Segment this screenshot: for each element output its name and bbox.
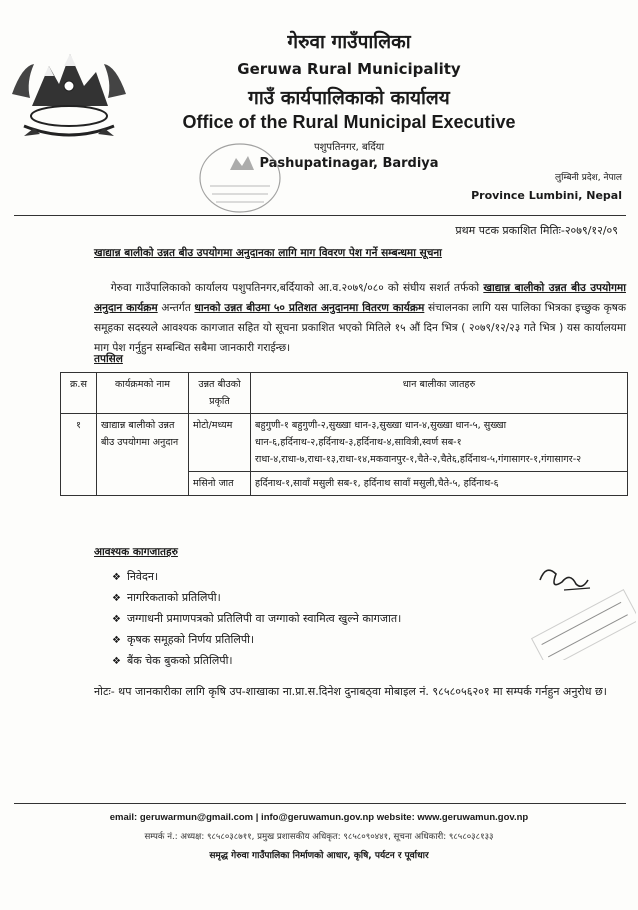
footer-contact: email: geruwarmun@gmail.com | info@geruwamun.gov.np website: www.geruwamun.gov.np: [109, 812, 529, 823]
office-name-en: Office of the Rural Municipal Executive: [182, 112, 516, 132]
footer-phones: सम्पर्क नं.: अध्यक्ष: ९८५८०३८७११, प्रमुख प्रशासकीय अधिकृत: ९८५८०९०४४१, सूचना अधिकारी: ९८५८०३८१३३: [144, 832, 494, 842]
body-distribution-program: धानको उन्नत बीउमा ५० प्रतिशत अनुदानमा वितरण कार्यक्रम: [194, 302, 425, 314]
address-np: पशुपतिनगर, बर्दिया: [313, 142, 385, 153]
list-item: ❖ कृषक समूहको निर्णय प्रतिलिपी।: [112, 630, 401, 651]
office-stamp: [196, 140, 284, 218]
required-documents-list: [112, 567, 401, 672]
header-varieties: धान बालीका जातहरु: [251, 373, 628, 414]
address-en: Pashupatinagar, Bardiya: [259, 156, 439, 171]
cell-program: खाद्यान्न बालीको उन्नत बीउ उपयोगमा अनुदान: [97, 414, 189, 496]
header-divider: [14, 215, 626, 216]
required-documents-title: आवश्यक कागजातहरु: [94, 546, 178, 558]
province-np: लुम्बिनी प्रदेश, नेपाल: [555, 173, 622, 183]
cell-seed-type: मसिनो जात: [189, 472, 251, 496]
cell-sn: १: [61, 414, 97, 496]
list-item: ❖ बैंक चेक बुकको प्रतिलिपी।: [112, 651, 401, 672]
seed-varieties-table: [60, 372, 628, 496]
province-en: Province Lumbini, Nepal: [471, 189, 622, 202]
list-item: ❖ नागरिकताको प्रतिलिपी।: [112, 588, 401, 609]
officer-signature: [526, 560, 636, 660]
cell-varieties: हर्दिनाथ-१,सावाँ मसुली सब-१, हर्दिनाथ सावाँ मसुली,चैते-५, हर्दिनाथ-६: [251, 472, 628, 496]
body-program-name: खाद्यान्न बालीको उन्नत बीउ उपयोगमा अनुदान कार्यक्रम: [94, 282, 626, 314]
table-header-row: [61, 373, 628, 414]
details-title: तपसिल: [94, 353, 123, 365]
cell-varieties: बहुगुणी-१ बहुगुणी-२,सुख्खा धान-३,सुख्खा धान-४,सुख्खा धान-५, सुख्खा धान-६,हर्दिनाथ-२,हर्दिनाथ-३,हर्दिनाथ-४,सावित्री,स्वर्ण सब-१ राधा-४,राधा-७,राधा-१३,राधा-१४,मकवानपुर-१,चैते-२,चैते६,हर्दिनाथ-५,गंगासागर-१,गंगासागर-२: [251, 414, 628, 472]
header-program: कार्यक्रमको नाम: [97, 373, 189, 414]
list-item: ❖ जग्गाधनी प्रमाणपत्रको प्रतिलिपी वा जग्गाको स्वामित्व खुल्ने कागजात।: [112, 609, 401, 630]
list-item: ❖ निवेदन।: [112, 567, 401, 588]
office-name-np: गाउँ कार्यपालिकाको कार्यालय: [248, 87, 450, 109]
footer-slogan: समृद्ध गेरुवा गाउँपालिका निर्माणको आधार, कृषि, पर्यटन र पूर्वाधार: [209, 851, 429, 861]
table-row: [61, 414, 628, 472]
footer-divider: [14, 803, 626, 804]
notice-body: [94, 278, 626, 358]
notice-subject: खाद्यान्न बालीको उन्नत बीउ उपयोगमा अनुदानका लागि माग विवरण पेश गर्ने सम्बन्धमा सूचना: [94, 247, 442, 259]
contact-note: नोटः- थप जानकारीका लागि कृषि उप-शाखाका ना.प्रा.स.दिनेश दुनाबठ्वा मोबाइल नं. ९८५८०५६२०१ मा सम्पर्क गर्नहुन अनुरोध छ।: [94, 685, 607, 698]
body-text-3: संचालनका लागि यस पालिका भित्रका इच्छुक कृषक समूहका सदस्यले आवश्यक कागजात सहित यो सूचना प्रकाशित भएको मितिले १५ औं दिन भित्र ( २०७९/१२/२३ गते भित्र ) यस कार्यालयमा माग पेश गर्नुहुन सम्बन्धित सबैमा जानकारी गराईन्छ।: [94, 302, 626, 354]
municipality-name-np: गेरुवा गाउँपालिका: [287, 31, 411, 53]
body-text-1: गेरुवा गाउँपालिकाको कार्यालय पशुपतिनगर,बर्दियाको आ.व.२०७९/०८० को संघीय सशर्त तर्फको: [110, 282, 484, 294]
municipality-name-en: Geruwa Rural Municipality: [237, 60, 461, 78]
body-text-2: अन्तर्गत: [157, 302, 195, 314]
header-seed-type: उन्नत बीउको प्रकृति: [189, 373, 251, 414]
cell-seed-type: मोटो/मध्यम: [189, 414, 251, 472]
header-sn: क्र.स: [61, 373, 97, 414]
published-date: प्रथम पटक प्रकाशित मितिः-२०७९/१२/०९: [455, 224, 618, 237]
